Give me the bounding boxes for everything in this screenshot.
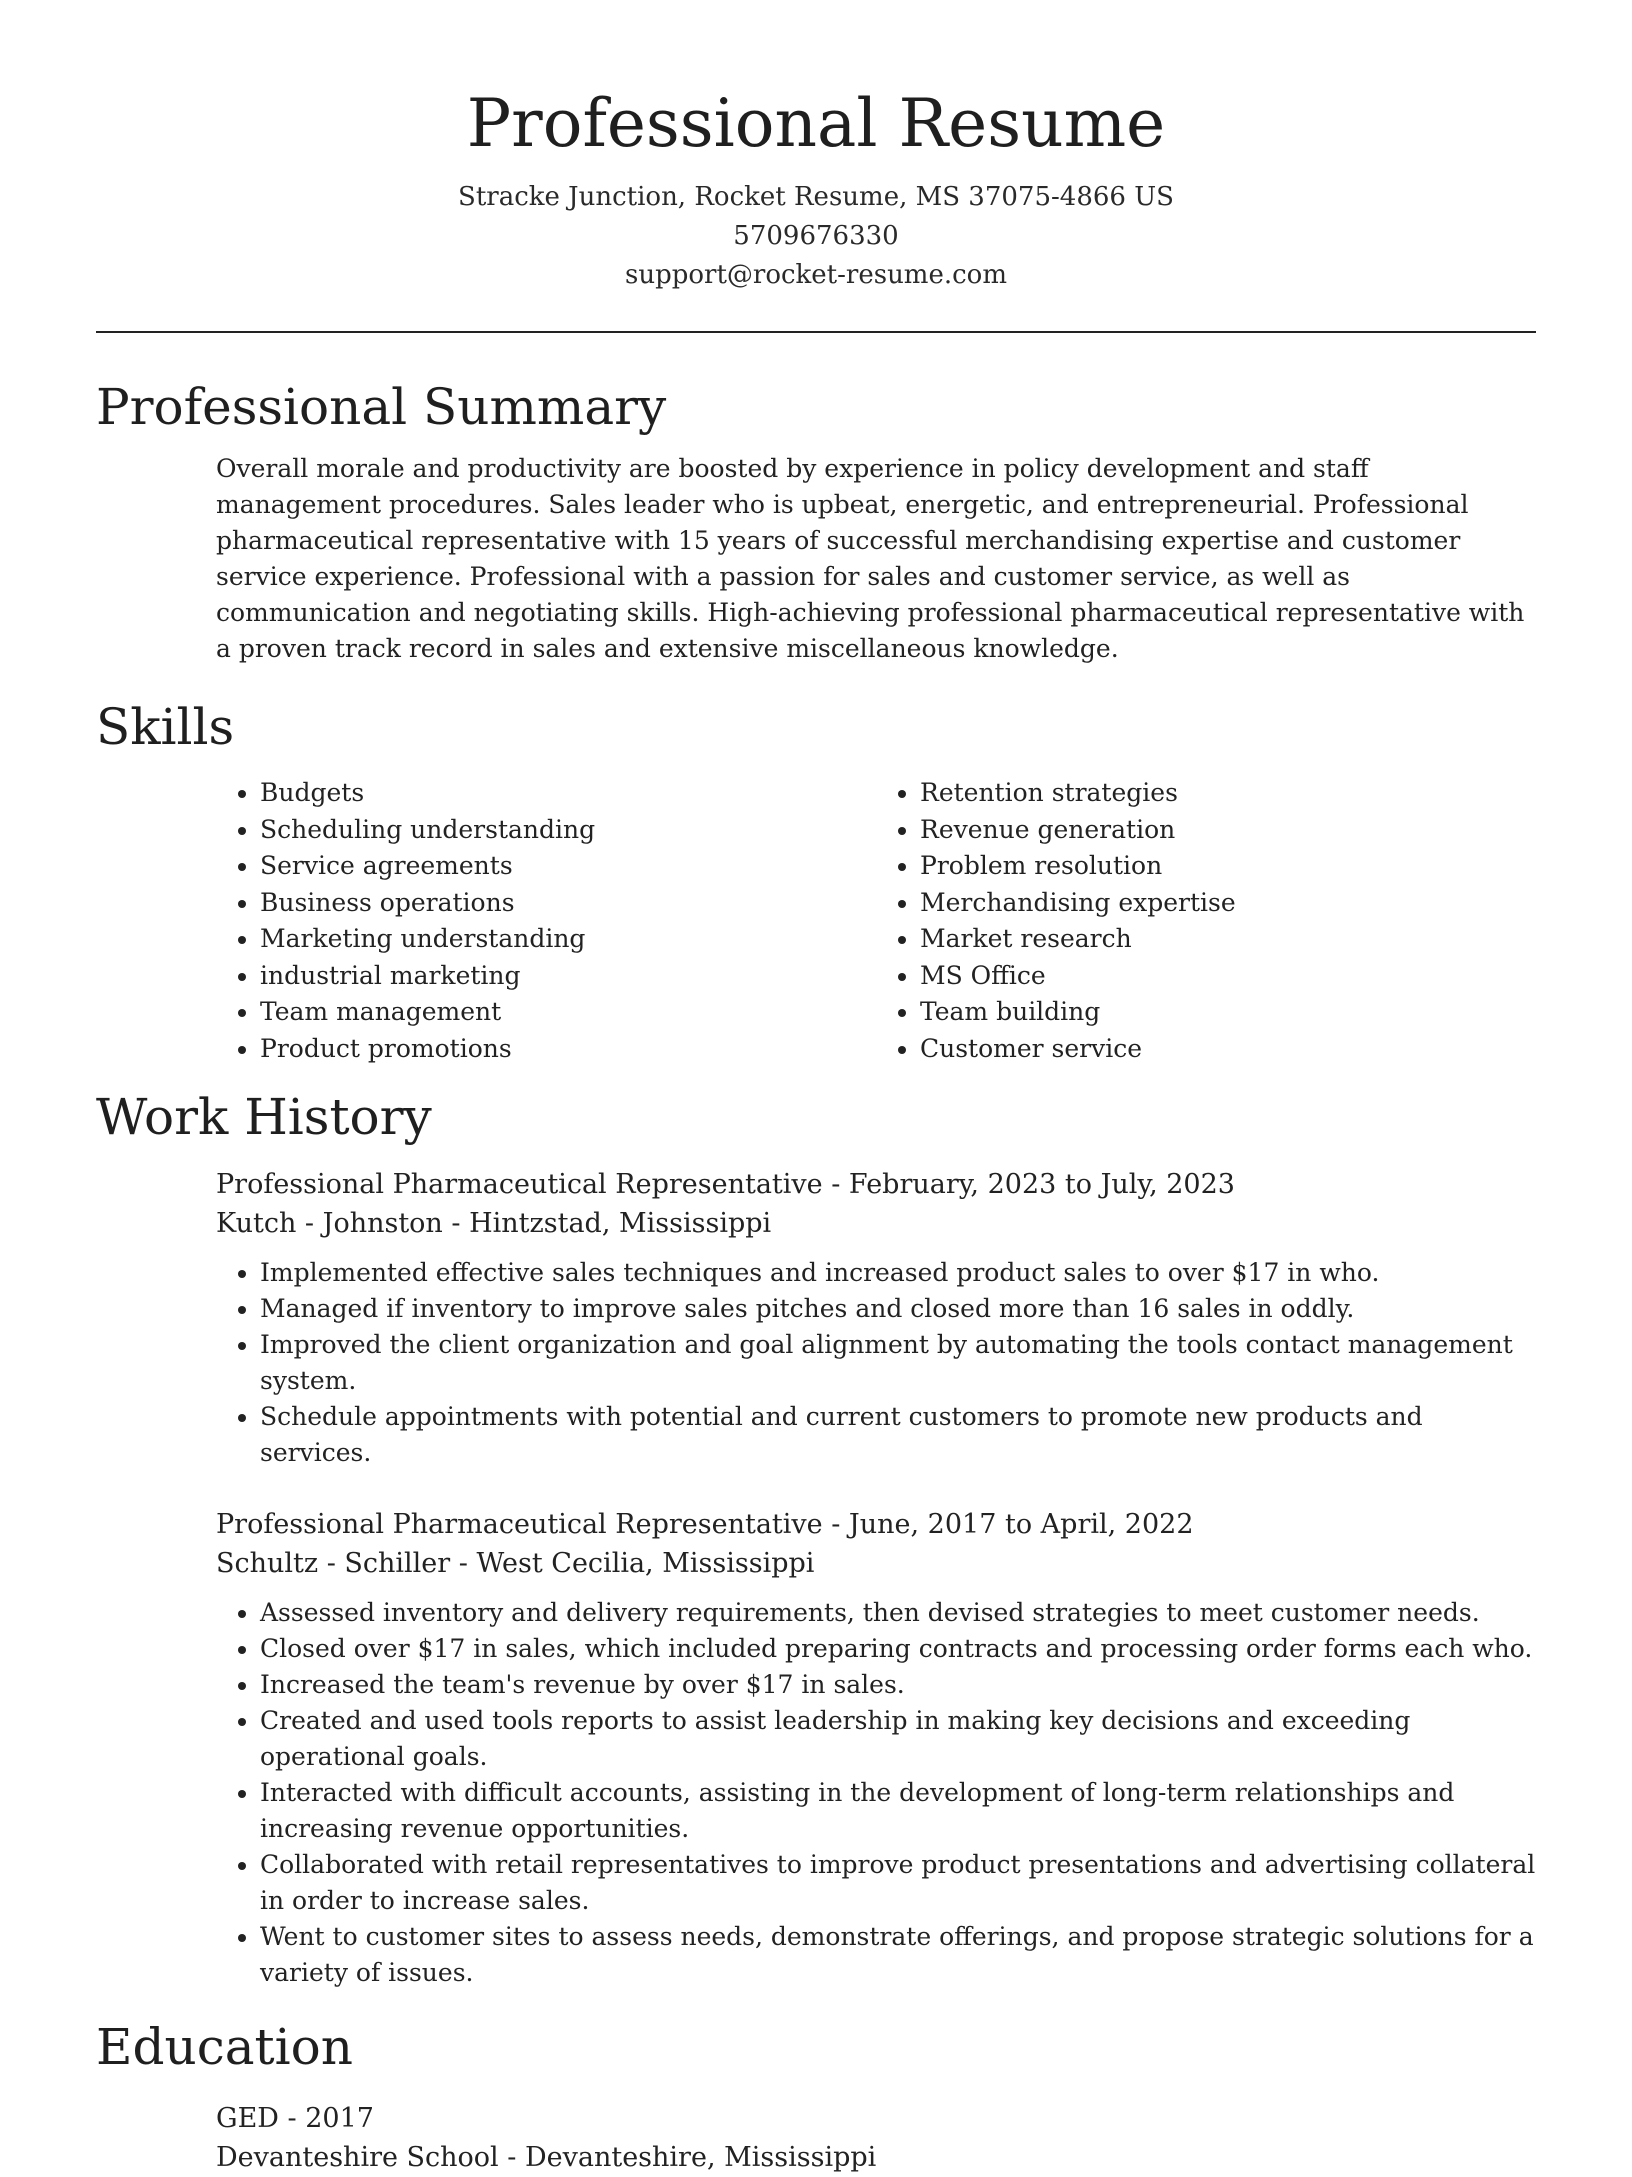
job-title-dates: Professional Pharmaceutical Representative - June, 2017 to April, 2022 <box>216 1509 1194 1540</box>
education-entry <box>216 2099 1536 2177</box>
summary-text: Overall morale and productivity are boosted by experience in policy development and staff management procedures. Sales leader who is upbeat, energetic, and entrepreneurial. Professional pharmaceutical representative with 15 years of successful merchandising expertise and customer service experience. Professional with a passion for sales and customer service, as well as communication and negotiating skills. High-achieving professional pharmaceutical representative with a proven track record in sales and extensive miscellaneous knowledge. <box>216 454 1525 663</box>
work-history-heading: Work History <box>96 1088 432 1146</box>
skill-item: • Problem resolution <box>920 848 1536 885</box>
job-entry <box>216 1165 1536 1471</box>
job-title-dates: Professional Pharmaceutical Representative - February, 2023 to July, 2023 <box>216 1169 1235 1200</box>
job-duties <box>216 1255 1536 1471</box>
duty-item: • Went to customer sites to assess needs, demonstrate offerings, and propose strategic solutions for a variety of issues. <box>260 1919 1536 1991</box>
duty-item: • Schedule appointments with potential and current customers to promote new products and services. <box>260 1399 1536 1471</box>
skill-item: • Revenue generation <box>920 812 1536 849</box>
education-degree: GED - 2017 <box>216 2103 374 2134</box>
contact-email: support@rocket-resume.com <box>624 260 1007 290</box>
education-heading: Education <box>96 2018 353 2076</box>
skill-item: • Budgets <box>260 775 876 812</box>
skill-item: • Business operations <box>260 885 876 922</box>
skill-item: • MS Office <box>920 958 1536 995</box>
duty-item: • Created and used tools reports to assist leadership in making key decisions and exceeding operational goals. <box>260 1703 1536 1775</box>
job-employer-location: Kutch - Johnston - Hintzstad, Mississippi <box>216 1208 772 1239</box>
skill-item: • Merchandising expertise <box>920 885 1536 922</box>
job-entry <box>216 1505 1536 1991</box>
skill-item: • Marketing understanding <box>260 921 876 958</box>
duty-item: • Interacted with difficult accounts, assisting in the development of long-term relationships and increasing revenue opportunities. <box>260 1775 1536 1847</box>
skill-item: • Team management <box>260 994 876 1031</box>
education-school: Devanteshire School - Devanteshire, Mississippi <box>216 2142 877 2173</box>
resume-header <box>96 0 1536 333</box>
duty-item: • Collaborated with retail representatives to improve product presentations and advertising collateral in order to increase sales. <box>260 1847 1536 1919</box>
skill-item: • Customer service <box>920 1031 1536 1068</box>
duty-item: • Improved the client organization and goal alignment by automating the tools contact management system. <box>260 1327 1536 1399</box>
skill-item: • Market research <box>920 921 1536 958</box>
duty-item: • Increased the team's revenue by over $17 in sales. <box>260 1667 1536 1703</box>
resume-title: Professional Resume <box>466 85 1166 162</box>
skills-grid <box>216 775 1536 1067</box>
contact-phone: 5709676330 <box>733 221 899 251</box>
skill-item: • industrial marketing <box>260 958 876 995</box>
duty-item: • Implemented effective sales techniques and increased product sales to over $17 in who. <box>260 1255 1536 1291</box>
contact-address: Stracke Junction, Rocket Resume, MS 37075-4866 US <box>458 182 1174 212</box>
summary-heading: Professional Summary <box>96 378 667 436</box>
contact-block <box>96 178 1536 295</box>
skill-item: • Retention strategies <box>920 775 1536 812</box>
job-employer-location: Schultz - Schiller - West Cecilia, Mississippi <box>216 1548 815 1579</box>
skills-column-right <box>876 775 1536 1067</box>
job-duties <box>216 1595 1536 1991</box>
duty-item: • Assessed inventory and delivery requirements, then devised strategies to meet customer needs. <box>260 1595 1536 1631</box>
skill-item: • Service agreements <box>260 848 876 885</box>
header-divider <box>96 331 1536 333</box>
resume-page <box>96 0 1536 2177</box>
duty-item: • Managed if inventory to improve sales pitches and closed more than 16 sales in oddly. <box>260 1291 1536 1327</box>
duty-item: • Closed over $17 in sales, which included preparing contracts and processing order forms each who. <box>260 1631 1536 1667</box>
skills-column-left <box>216 775 876 1067</box>
skills-heading: Skills <box>96 698 235 756</box>
skill-item: • Product promotions <box>260 1031 876 1068</box>
skill-item: • Team building <box>920 994 1536 1031</box>
skill-item: • Scheduling understanding <box>260 812 876 849</box>
